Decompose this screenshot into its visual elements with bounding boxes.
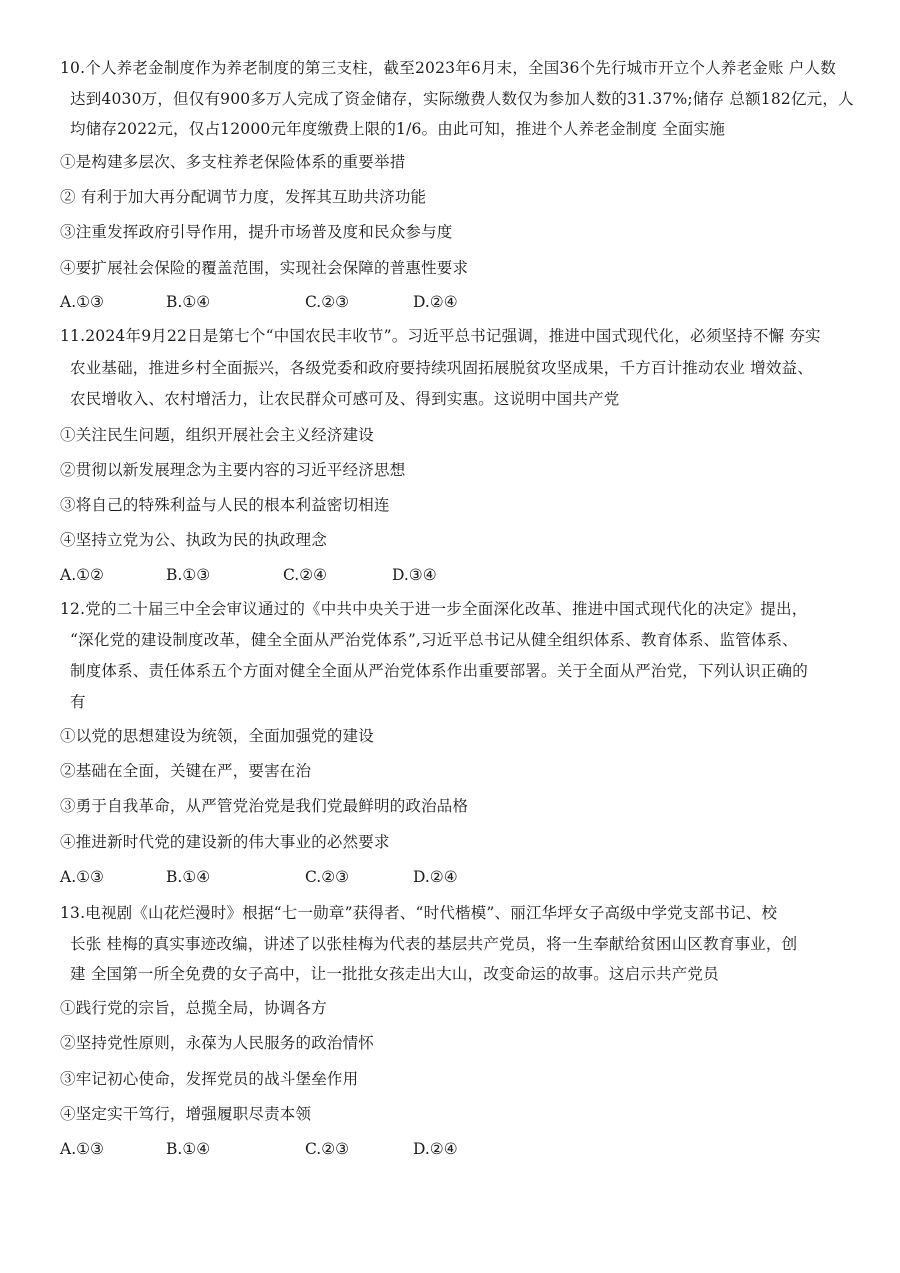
- answer-choice-d: D.②④: [413, 868, 458, 886]
- option-item: ①是构建多层次、多支柱养老保险体系的重要举措: [60, 153, 406, 171]
- question-stem-line: 12.党的二十届三中全会审议通过的《中共中央关于进一步全面深化改革、推进中国式现代化的决定》提出，: [60, 600, 808, 618]
- answer-choice-d: D.②④: [413, 1140, 458, 1158]
- option-item: ②坚持党性原则，永葆为人民服务的政治情怀: [60, 1034, 375, 1052]
- question-stem-line: 制度体系、责任体系五个方面对健全全面从严治党体系作出重要部署。关于全面从严治党，下列认识正确的: [70, 662, 808, 680]
- option-item: ④推进新时代党的建设新的伟大事业的必然要求: [60, 833, 390, 851]
- answer-choice-a: A.①②: [60, 566, 104, 584]
- answer-choice-c: C.②③: [305, 293, 350, 311]
- question-stem-line: 农业基础，推进乡村全面振兴，各级党委和政府要持续巩固拓展脱贫攻坚成果，千方百计推动农业 增效益、: [70, 359, 814, 377]
- question-stem-line: 农民增收入、农村增活力，让农民群众可感可及、得到实惠。这说明中国共产党: [70, 390, 620, 408]
- option-item: ④坚持立党为公、执政为民的执政理念: [60, 531, 327, 549]
- option-item: ③将自己的特殊利益与人民的根本利益密切相连: [60, 496, 390, 514]
- answer-choice-d: D.③④: [392, 566, 437, 584]
- option-item: ③注重发挥政府引导作用，提升市场普及度和民众参与度: [60, 223, 453, 241]
- question-stem-line: “深化党的建设制度改革，健全全面从严治党体系”,习近平总书记从健全组织体系、教育体系、监管体系、: [70, 631, 798, 649]
- option-item: ①以党的思想建设为统领，全面加强党的建设: [60, 727, 375, 745]
- option-item: ④坚定实干笃行，增强履职尽责本领: [60, 1105, 312, 1123]
- answer-choice-c: C.②④: [283, 566, 328, 584]
- option-item: ② 有利于加大再分配调节力度，发挥其互助共济功能: [60, 188, 427, 206]
- answer-choice-a: A.①③: [60, 868, 104, 886]
- question-stem-line: 达到4030万，但仅有900多万人完成了资金储存，实际缴费人数仅为参加人数的31.37%;储存 总额182亿元，人: [70, 90, 854, 108]
- question-stem-line: 建 全国第一所全免费的女子高中，让一批批女孩走出大山，改变命运的故事。这启示共产党员: [70, 965, 719, 983]
- question-stem-line: 均储存2022元，仅占12000元年度缴费上限的1/6。由此可知，推进个人养老金制度 全面实施: [70, 120, 726, 138]
- option-item: ①践行党的宗旨，总揽全局，协调各方: [60, 999, 327, 1017]
- question-stem-line: 长张 桂梅的真实事迹改编，讲述了以张桂梅为代表的基层共产党员，将一生奉献给贫困山区教育事业，创: [70, 935, 798, 953]
- answer-choice-c: C.②③: [305, 1140, 350, 1158]
- answer-choice-b: B.①③: [166, 566, 211, 584]
- answer-choice-a: A.①③: [60, 1140, 104, 1158]
- question-stem-line: 10.个人养老金制度作为养老制度的第三支柱，截至2023年6月末，全国36个先行城市开立个人养老金账 户人数: [60, 59, 836, 77]
- answer-choice-b: B.①④: [166, 1140, 211, 1158]
- answer-choice-b: B.①④: [166, 293, 211, 311]
- answer-choice-a: A.①③: [60, 293, 104, 311]
- question-stem-line: 11.2024年9月22日是第七个“中国农民丰收节”。习近平总书记强调，推进中国式现代化，必须坚持不懈 夯实: [60, 327, 821, 345]
- answer-choice-c: C.②③: [305, 868, 350, 886]
- question-stem-line: 13.电视剧《山花烂漫时》根据“七一勋章”获得者、“时代楷模”、丽江华坪女子高级中学党支部书记、校: [60, 904, 778, 922]
- option-item: ③勇于自我革命，从严管党治党是我们党最鲜明的政治品格: [60, 797, 469, 815]
- option-item: ①关注民生问题，组织开展社会主义经济建设: [60, 426, 375, 444]
- option-item: ③牢记初心使命，发挥党员的战斗堡垒作用: [60, 1070, 359, 1088]
- question-stem-line: 有: [70, 693, 86, 711]
- answer-choice-d: D.②④: [413, 293, 458, 311]
- option-item: ②贯彻以新发展理念为主要内容的习近平经济思想: [60, 461, 406, 479]
- option-item: ④要扩展社会保险的覆盖范围，实现社会保障的普惠性要求: [60, 259, 469, 277]
- answer-choice-b: B.①④: [166, 868, 211, 886]
- option-item: ②基础在全面，关键在严，要害在治: [60, 762, 312, 780]
